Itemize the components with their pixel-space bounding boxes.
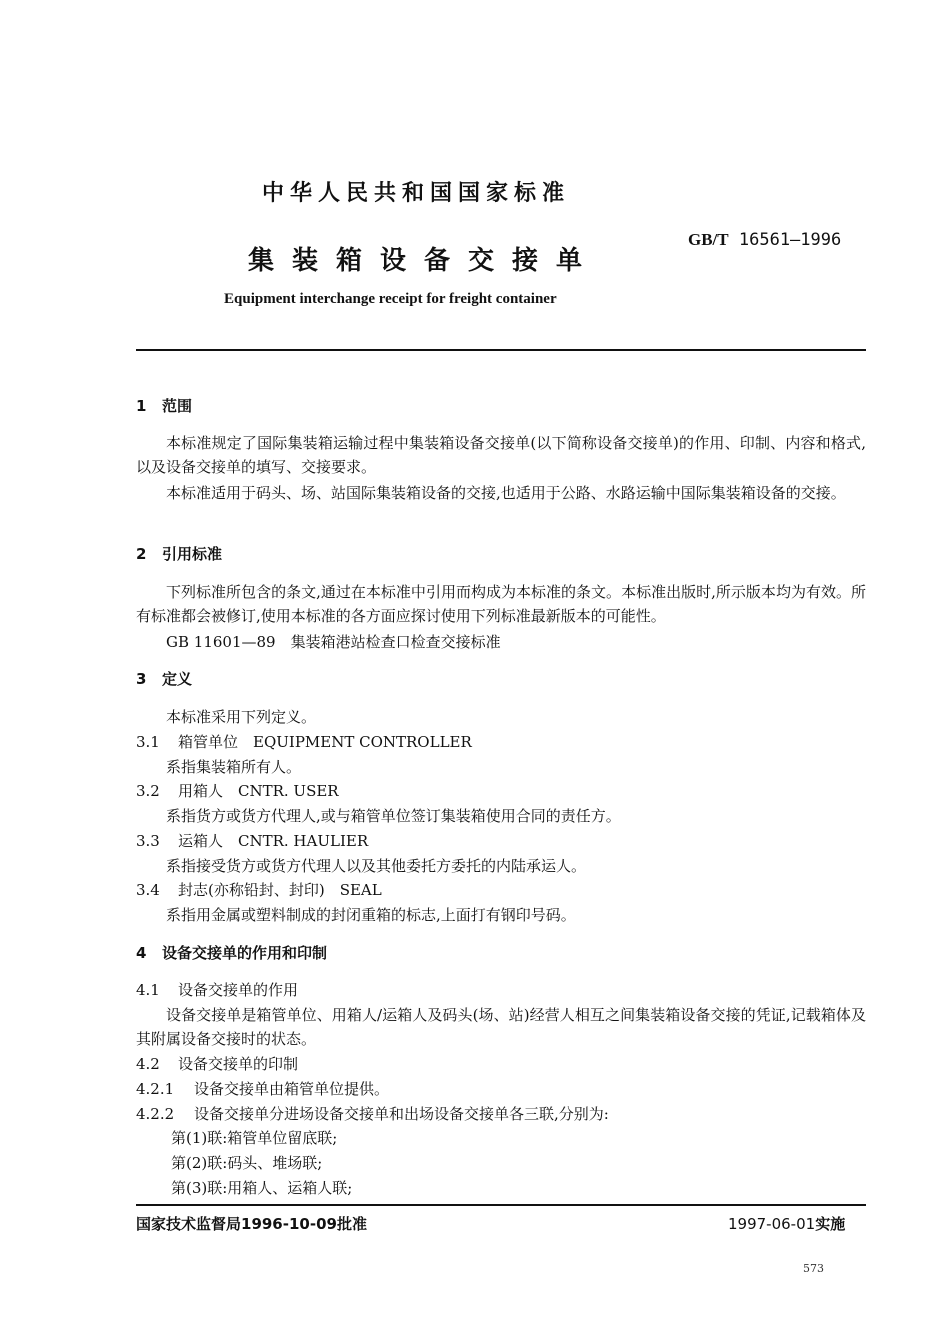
definition-3-1-desc: 系指集装箱所有人。 (166, 758, 302, 776)
standard-number (688, 230, 841, 250)
footer-divider (136, 1204, 866, 1206)
standard-prefix: GB/T (688, 230, 729, 249)
definition-3-2-desc: 系指货方或货方代理人,或与箱管单位签订集装箱使用合同的责任方。 (166, 807, 621, 825)
definition-3-2: 3.2 用箱人 CNTR. USER (136, 782, 339, 800)
section-2-heading: 2 引用标准 (136, 545, 223, 563)
english-title: Equipment interchange receipt for freight container (224, 291, 557, 307)
definition-3-4: 3.4 封志(亦称铅封、封印) SEAL (136, 881, 382, 899)
section-1-heading: 1 范围 (136, 397, 193, 415)
section-3-heading: 3 定义 (136, 670, 193, 688)
clause-4-2-2: 4.2.2 设备交接单分进场设备交接单和出场设备交接单各三联,分别为: (136, 1105, 609, 1123)
standard-code: 16561—1996 (738, 230, 842, 250)
document-title: 集装箱设备交接单 (248, 246, 601, 276)
section-1-paragraph-1: 本标准规定了国际集装箱运输过程中集装箱设备交接单(以下简称设备交接单)的作用、印制、内容和格式,以及设备交接单的填写、交接要求。 (136, 434, 866, 476)
section-4-heading: 4 设备交接单的作用和印制 (136, 944, 328, 962)
org-title: 中华人民共和国国家标准 (262, 181, 571, 206)
section-2-paragraph: 下列标准所包含的条文,通过在本标准中引用而构成为本标准的条文。本标准出版时,所示版本均为有效。所有标准都会被修订,使用本标准的各方面应探讨使用下列标准最新版本的可能性。 (136, 583, 866, 625)
approval-line: 国家技术监督局1996-10-09批准 (136, 1215, 367, 1233)
definition-3-3-desc: 系指接受货方或货方代理人以及其他委托方委托的内陆承运人。 (166, 857, 587, 875)
definition-3-4-desc: 系指用金属或塑料制成的封闭重箱的标志,上面打有钢印号码。 (166, 906, 576, 924)
section-1-paragraph-2: 本标准适用于码头、场、站国际集装箱设备的交接,也适用于公路、水路运输中国际集装箱设备的交接。 (166, 484, 846, 502)
copy-1: 第(1)联:箱管单位留底联; (171, 1129, 338, 1147)
copy-3: 第(3)联:用箱人、运箱人联; (171, 1179, 353, 1197)
clause-4-1-paragraph: 设备交接单是箱管单位、用箱人/运箱人及码头(场、站)经营人相互之间集装箱设备交接的凭证,记载箱体及其附属设备交接时的状态。 (136, 1006, 866, 1048)
definition-3-3: 3.3 运箱人 CNTR. HAULIER (136, 832, 369, 850)
clause-4-2: 4.2 设备交接单的印制 (136, 1055, 299, 1073)
definitions-intro: 本标准采用下列定义。 (166, 708, 317, 726)
reference-standard: GB 11601—89 集装箱港站检查口检查交接标准 (166, 633, 501, 651)
clause-4-2-1: 4.2.1 设备交接单由箱管单位提供。 (136, 1080, 390, 1098)
copy-2: 第(2)联:码头、堆场联; (171, 1154, 323, 1172)
page-number: 573 (803, 1262, 824, 1275)
definition-3-1: 3.1 箱管单位 EQUIPMENT CONTROLLER (136, 733, 472, 751)
effective-line: 1997-06-01实施 (728, 1215, 846, 1233)
clause-4-1: 4.1 设备交接单的作用 (136, 981, 299, 999)
header-divider (136, 349, 866, 351)
